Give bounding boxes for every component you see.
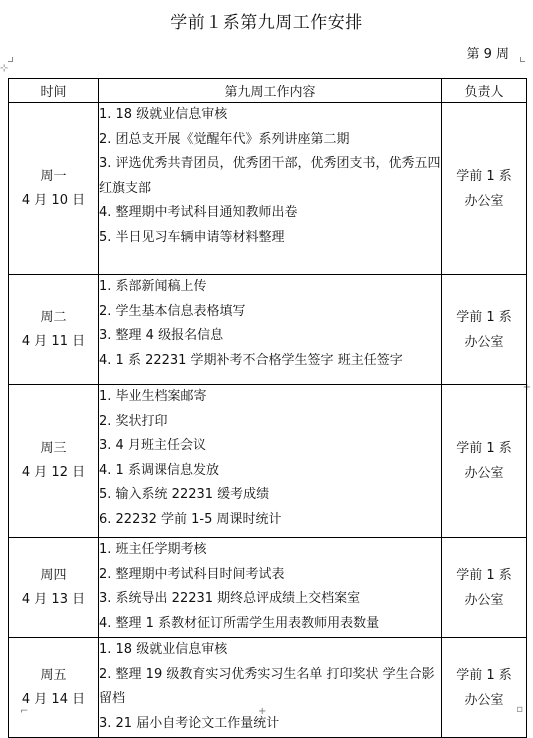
week-label: 第 9 周 [466, 47, 509, 62]
owner-line: 学前 1 系 [456, 567, 512, 583]
header-owner: 负责人 [442, 79, 527, 103]
task-item: 4. 1 系 22231 学期补考不合格学生签字 班主任签字 [99, 352, 403, 368]
task-item: 3. 整理 4 级报名信息 [99, 328, 224, 344]
add-column-icon[interactable]: + [522, 382, 531, 393]
owner-line: 学前 1 系 [456, 168, 512, 184]
schedule-table [8, 78, 527, 738]
task-item: 2. 奖状打印 [99, 413, 168, 429]
task-item: 1. 毕业生档案邮寄 [99, 389, 207, 404]
day-name: 周一 [40, 168, 67, 184]
table-row [9, 103, 527, 275]
day-cell [9, 538, 99, 638]
owner-line: 学前 1 系 [456, 667, 512, 683]
task-item: 1. 系部新闻稿上传 [99, 279, 207, 294]
owner-cell [442, 538, 527, 638]
day-name: 周五 [40, 667, 67, 683]
task-item: 4. 1 系调课信息发放 [99, 462, 219, 478]
task-item: 2. 学生基本信息表格填写 [99, 303, 246, 319]
task-item: 4. 整理 1 系教材征订所需学生用表教师用表数量 [99, 615, 380, 631]
task-item: 2. 团总支开展《觉醒年代》系列讲座第二期 [99, 131, 350, 147]
day-date: 4 月 10 日 [21, 192, 86, 208]
table-move-handle-icon[interactable]: ⊹ [0, 63, 9, 74]
task-item: 3. 4 月班主任会议 [99, 438, 206, 454]
header-time: 时间 [9, 79, 99, 103]
day-cell [9, 275, 99, 385]
tasks-cell [99, 538, 442, 638]
task-item: 1. 18 级就业信息审核 [99, 107, 228, 122]
task-item: 5. 输入系统 22231 缓考成绩 [99, 487, 270, 503]
day-date: 4 月 12 日 [21, 465, 86, 480]
task-item: 6. 22232 学前 1-5 周课时统计 [99, 511, 282, 527]
document-title: 学前１系第九周工作安排 [170, 13, 363, 33]
day-name: 周四 [40, 567, 67, 583]
table-header-row [9, 79, 527, 103]
owner-cell [442, 385, 527, 538]
task-item: 5. 半日见习车辆申请等材料整理 [99, 229, 285, 245]
owner-line: 学前 1 系 [456, 309, 512, 325]
task-item: 3. 系统导出 22231 期终总评成绩上交档案室 [99, 591, 361, 607]
day-date: 4 月 11 日 [21, 333, 86, 349]
tasks-cell [99, 638, 442, 738]
owner-cell [442, 638, 527, 738]
task-item: 3. 21 届小自考论文工作量统计 [99, 715, 280, 731]
margin-mark-icon: ⌐ [20, 706, 29, 717]
day-date: 4 月 13 日 [21, 591, 86, 607]
task-item: 1. 班主任学期考核 [99, 542, 207, 557]
table-resize-handle-icon[interactable]: ▫ [516, 704, 523, 715]
add-row-icon[interactable]: + [258, 706, 267, 717]
owner-cell [442, 275, 527, 385]
task-item: 3. 评选优秀共青团员，优秀团干部，优秀团支书，优秀五四红旗支部 [99, 156, 441, 196]
day-cell [9, 103, 99, 275]
table-row [9, 638, 527, 738]
day-cell [9, 385, 99, 538]
margin-corner-mark [520, 57, 525, 62]
tasks-cell [99, 275, 442, 385]
owner-line: 学前 1 系 [456, 441, 512, 456]
owner-line: 办公室 [464, 692, 504, 708]
table-row [9, 385, 527, 538]
margin-corner-mark [8, 57, 13, 62]
day-cell [9, 638, 99, 738]
day-name: 周三 [40, 441, 67, 456]
owner-line: 办公室 [464, 193, 504, 209]
owner-line: 办公室 [464, 592, 504, 608]
tasks-cell [99, 103, 442, 275]
day-date: 4 月 14 日 [21, 691, 86, 707]
task-item: 4. 整理期中考试科目通知教师出卷 [99, 205, 298, 221]
owner-line: 办公室 [464, 334, 504, 350]
task-item: 2. 整理 19 级教育实习优秀实习生名单 打印奖状 学生合影留档 [99, 666, 435, 707]
tasks-cell [99, 385, 442, 538]
header-content: 第九周工作内容 [99, 79, 442, 103]
task-item: 1. 18 级就业信息审核 [99, 642, 228, 657]
owner-cell [442, 103, 527, 275]
day-name: 周二 [40, 309, 67, 325]
table-row [9, 275, 527, 385]
table-row [9, 538, 527, 638]
owner-line: 办公室 [464, 466, 504, 481]
task-item: 2. 整理期中考试科目时间考试表 [99, 566, 285, 582]
